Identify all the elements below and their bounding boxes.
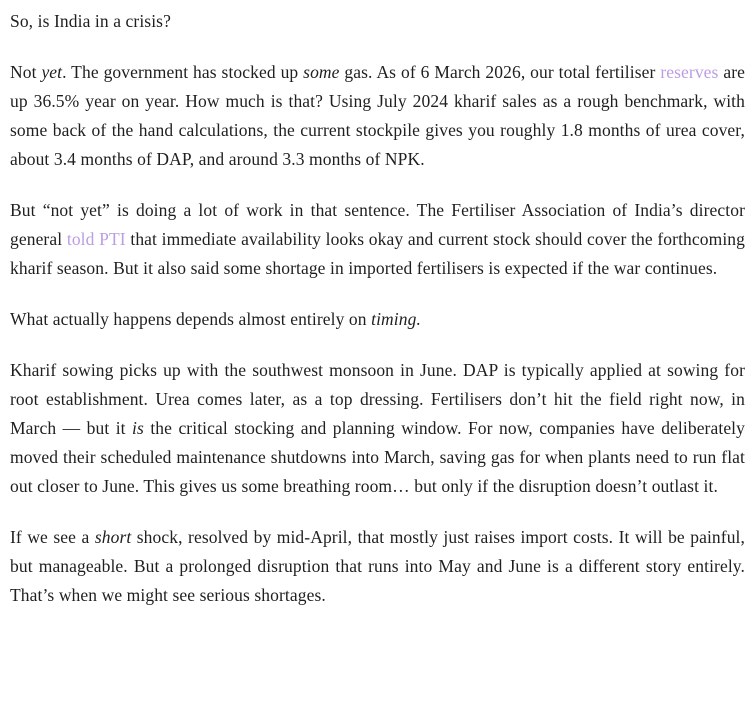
text-segment: . The government has stocked up (62, 62, 304, 82)
text-segment: the critical stocking and planning window. For now, companies have deliberately moved their scheduled maintenance shutdowns into March, saving gas for when plants need to run flat out closer to June. This gives us some breathing room… but only if the disruption doesn’t outlast it. (10, 418, 745, 496)
text-segment: So, is India in a crisis? (10, 11, 171, 31)
text-segment: If we see a (10, 527, 95, 547)
text-segment: gas. As of 6 March 2026, our total fertiliser (339, 62, 661, 82)
text-segment: timing. (371, 309, 421, 329)
text-segment: Kharif sowing picks up with the southwest monsoon in June. DAP is typically applied at sowing for root establishment. Urea comes later, as a top dressing. Fertilisers don’t hit the field right now, in March — but it (10, 360, 745, 438)
paragraph (10, 356, 745, 501)
text-segment: is (132, 418, 144, 438)
inline-link[interactable]: told PTI (66, 229, 126, 249)
paragraph (10, 7, 745, 36)
inline-link[interactable]: reserves (660, 62, 719, 82)
paragraph (10, 58, 745, 174)
text-segment: some (303, 62, 340, 82)
text-segment: short (94, 527, 132, 547)
paragraph (10, 305, 745, 334)
text-segment: What actually happens depends almost entirely on (10, 309, 372, 329)
text-segment: yet (41, 62, 63, 82)
text-segment: are up 36.5% year on year. How much is that? Using July 2024 kharif sales as a rough benchmark, with some back of the hand calculations, the current stockpile gives you roughly 1.8 months of urea cover, about 3.4 months of DAP, and around 3.3 months of NPK. (10, 62, 746, 169)
paragraph (10, 523, 745, 610)
text-segment: Not (10, 62, 42, 82)
text-segment: that immediate availability looks okay and current stock should cover the forthcoming kharif season. But it also said some shortage in imported fertilisers is expected if the war continues. (10, 229, 745, 278)
text-segment: shock, resolved by mid-April, that mostly just raises import costs. It will be painful, but manageable. But a prolonged disruption that runs into May and June is a different story entirely. That’s when we might see serious shortages. (10, 527, 745, 605)
text-segment: But “not yet” is doing a lot of work in that sentence. The Fertiliser Association of India’s director general (10, 200, 745, 249)
paragraph (10, 196, 745, 283)
